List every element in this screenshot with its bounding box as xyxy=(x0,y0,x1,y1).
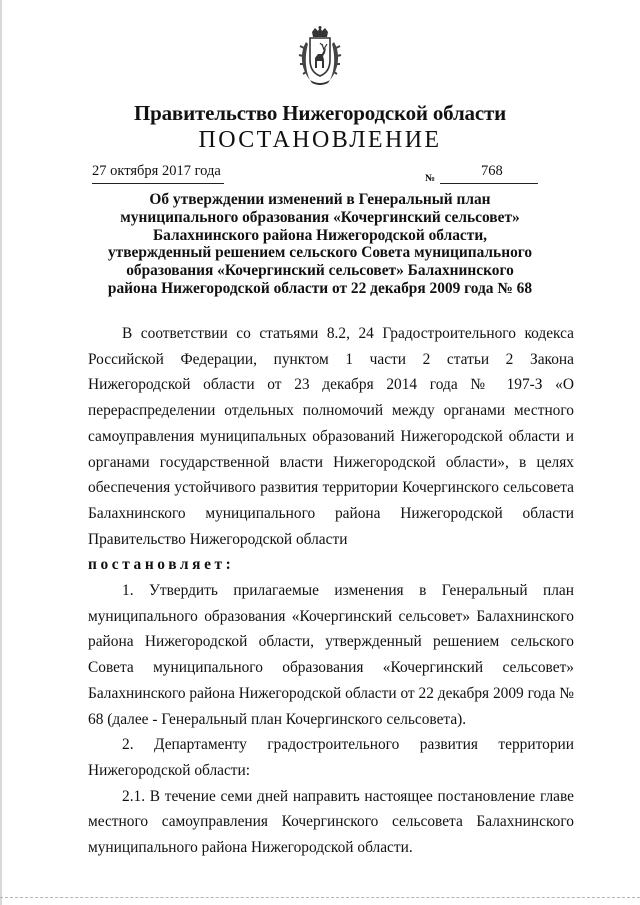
item-1-paragraph: 1. Утвердить прилагаемые изменения в Генеральный план муниципального образования «Кочергинский сельсовет» Балахнинского района Нижегородской области, утвержденный решением сельского Совета муниципального образования «Кочергинский сельсовет» Балахнинского района Нижегородской области от 22 декабря 2009 года № 68 (далее - Генеральный план Кочергинского сельсовета). xyxy=(88,582,574,728)
government-title: Правительство Нижегородской области xyxy=(134,101,506,125)
document-body xyxy=(88,321,574,861)
document-date: 27 октября 2017 года xyxy=(92,163,221,179)
date-underline xyxy=(92,183,224,184)
coat-of-arms-icon xyxy=(298,26,342,86)
item-2-1-paragraph: 2.1. В течение семи дней направить настоящее постановление главе местного самоуправления Кочергинского сельсовета Балахнинского муниципального района Нижегородской области. xyxy=(88,787,574,857)
scan-bottom-line xyxy=(0,897,640,898)
document-number: 768 xyxy=(481,163,503,179)
scan-left-edge xyxy=(0,0,2,905)
resolves-word: постановляет: xyxy=(88,556,235,574)
number-underline xyxy=(440,183,538,184)
item-2-paragraph: 2. Департаменту градостроительного развития территории Нижегородской области: xyxy=(88,736,574,779)
resolves-line xyxy=(88,552,574,578)
preamble-paragraph: В соответствии со статьями 8.2, 24 Градостроительного кодекса Российской Федерации, пунктом 1 части 2 статьи 2 Закона Нижегородской области от 23 декабря 2014 года № 197-З «О перераспределении отдельных полномочий между органами местного самоуправления муниципальных образований Нижегородской области и органами государственной власти Нижегородской области», в целях обеспечения устойчивого развития территории Кочергинского сельсовета Балахнинского муниципального района Нижегородской области Правительство Нижегородской области xyxy=(88,325,574,548)
document-subject: Об утверждении изменений в Генеральный план муниципального образования «Кочергинский сельсовет» Балахнинского района Нижегородской области, утвержденный решением сельского Совета муниципального образования «Кочергинский сельсовет» Балахнинского района Нижегородской области от 22 декабря 2009 года № 68 xyxy=(107,191,533,297)
document-type: ПОСТАНОВЛЕНИЕ xyxy=(198,127,442,153)
number-sign: № xyxy=(425,173,436,184)
